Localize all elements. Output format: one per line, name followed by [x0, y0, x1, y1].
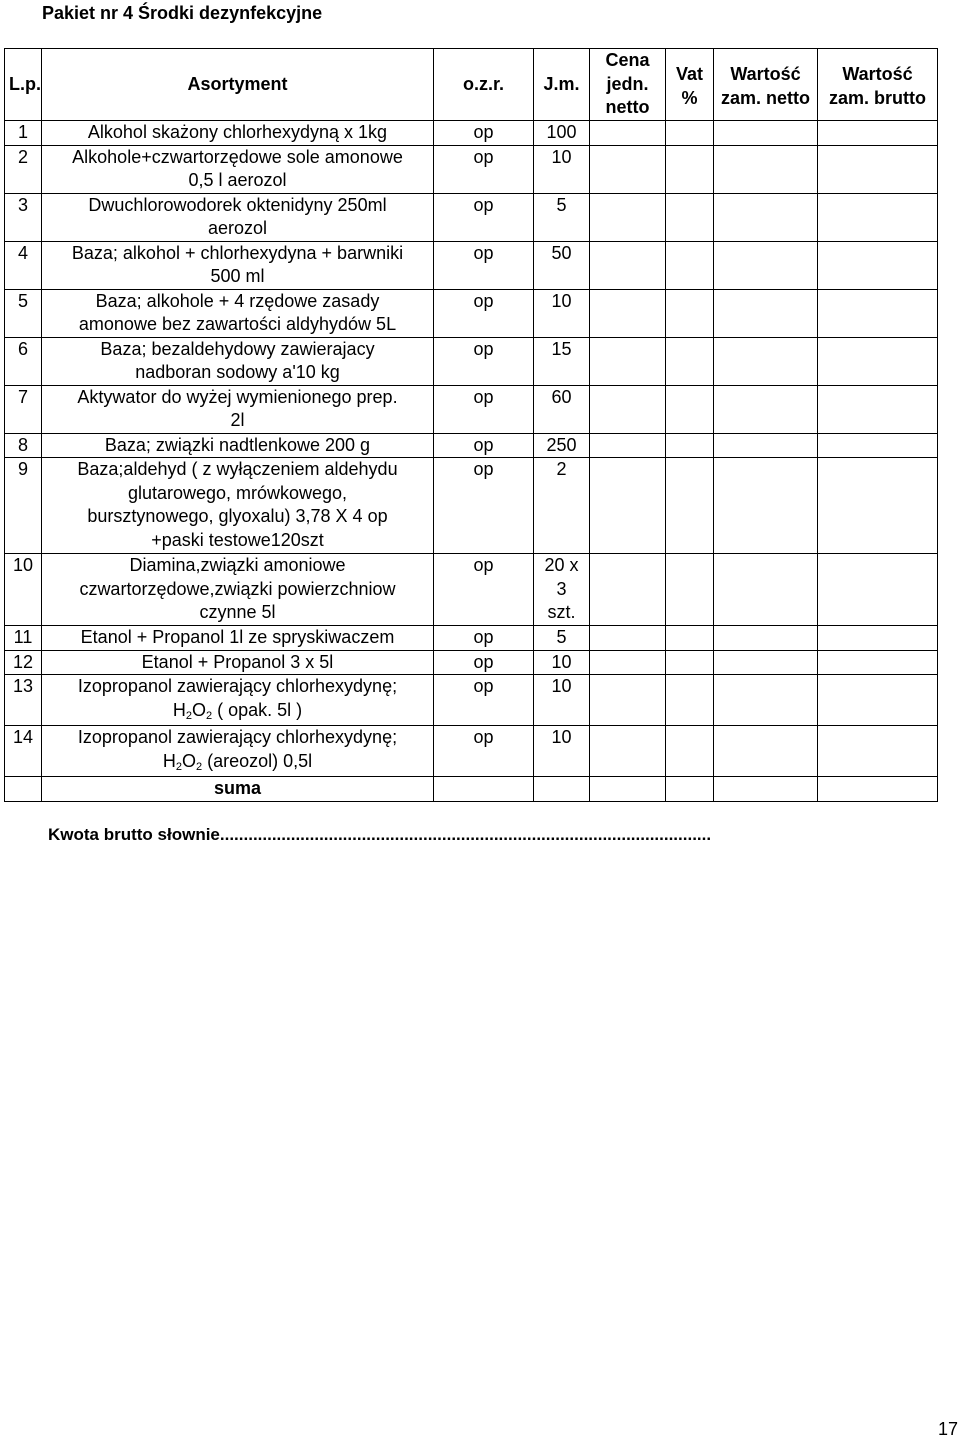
cell-cena [590, 726, 666, 777]
cell-lp: 5 [5, 289, 42, 337]
cell-name: Baza; alkohole + 4 rzędowe zasady amonowe bez zawartości aldyhydów 5L [42, 289, 434, 337]
cell-name: Etanol + Propanol 3 x 5l [42, 650, 434, 675]
header-cena: Cena jedn. netto [590, 49, 666, 121]
header-wartosc-brutto: Wartość zam. brutto [818, 49, 938, 121]
cell-ozr: op [434, 337, 534, 385]
cell-ozr: op [434, 650, 534, 675]
cell-netto [714, 554, 818, 626]
formula-h: H [162, 750, 176, 771]
cell-lp: 11 [5, 626, 42, 651]
cell-vat [666, 626, 714, 651]
cell-ozr: op [434, 145, 534, 193]
cell-lp: 7 [5, 385, 42, 433]
suma-vat-cell [666, 777, 714, 802]
cell-name: Baza; związki nadtlenkowe 200 g [42, 433, 434, 458]
table-header-row [5, 49, 938, 121]
name-line-1: Izopropanol zawierający chlorhexydynę; [77, 727, 398, 747]
cell-ozr: op [434, 289, 534, 337]
table-row [5, 121, 938, 146]
cell-name [42, 726, 434, 777]
cell-ozr: op [434, 626, 534, 651]
cell-name: Baza; bezaldehydowy zawierajacy nadboran sodowy a'10 kg [42, 337, 434, 385]
cell-netto [714, 626, 818, 651]
cell-brutto [818, 385, 938, 433]
suma-ozr-cell [434, 777, 534, 802]
table-row [5, 650, 938, 675]
table-row [5, 726, 938, 777]
name-line-1: Izopropanol zawierający chlorhexydynę; [77, 676, 398, 696]
price-table [4, 48, 938, 802]
table-row [5, 337, 938, 385]
cell-jm: 5 [534, 193, 590, 241]
cell-jm: 250 [534, 433, 590, 458]
cell-cena [590, 433, 666, 458]
table-row [5, 145, 938, 193]
cell-cena [590, 626, 666, 651]
cell-brutto [818, 726, 938, 777]
cell-cena [590, 145, 666, 193]
cell-vat [666, 458, 714, 554]
cell-name: Dwuchlorowodorek oktenidyny 250ml aerozol [42, 193, 434, 241]
table-row [5, 193, 938, 241]
cell-name: Alkohole+czwartorzędowe sole amonowe 0,5 l aerozol [42, 145, 434, 193]
cell-netto [714, 385, 818, 433]
cell-brutto [818, 121, 938, 146]
cell-netto [714, 193, 818, 241]
cell-cena [590, 241, 666, 289]
cell-ozr: op [434, 241, 534, 289]
table-row [5, 554, 938, 626]
cell-vat [666, 675, 714, 726]
formula-o: O [191, 699, 206, 720]
name-line-2-rest: ( opak. 5l ) [212, 699, 303, 720]
formula-o: O [181, 750, 196, 771]
cell-netto [714, 433, 818, 458]
header-wartosc-netto: Wartość zam. netto [714, 49, 818, 121]
table-row [5, 433, 938, 458]
cell-jm: 10 [534, 650, 590, 675]
cell-lp: 13 [5, 675, 42, 726]
cell-brutto [818, 145, 938, 193]
cell-lp: 8 [5, 433, 42, 458]
table-row [5, 289, 938, 337]
cell-lp: 14 [5, 726, 42, 777]
cell-cena [590, 121, 666, 146]
table-row [5, 458, 938, 554]
cell-jm: 10 [534, 145, 590, 193]
cell-ozr: op [434, 385, 534, 433]
table-row [5, 385, 938, 433]
header-lp: L.p. [5, 49, 42, 121]
cell-netto [714, 458, 818, 554]
header-jm: J.m. [534, 49, 590, 121]
suma-cena-cell [590, 777, 666, 802]
table-row [5, 675, 938, 726]
cell-netto [714, 726, 818, 777]
formula-sub-1: 2 [185, 709, 192, 722]
cell-jm: 10 [534, 726, 590, 777]
cell-ozr: op [434, 193, 534, 241]
cell-brutto [818, 675, 938, 726]
cell-cena [590, 289, 666, 337]
formula-sub-2: 2 [205, 709, 213, 722]
cell-name: Alkohol skażony chlorhexydyną x 1kg [42, 121, 434, 146]
cell-lp: 3 [5, 193, 42, 241]
page-number: 17 [938, 1419, 959, 1439]
cell-vat [666, 145, 714, 193]
cell-cena [590, 458, 666, 554]
cell-ozr: op [434, 433, 534, 458]
cell-jm: 100 [534, 121, 590, 146]
cell-ozr: op [434, 554, 534, 626]
cell-netto [714, 241, 818, 289]
name-line-2-rest: (areozol) 0,5l [202, 750, 313, 771]
cell-brutto [818, 650, 938, 675]
cell-name: Baza;aldehyd ( z wyłączeniem aldehydu glutarowego, mrówkowego, bursztynowego, glyoxalu) 3,78 X 4 op +paski testowe120szt [42, 458, 434, 554]
cell-name: Aktywator do wyżej wymienionego prep. 2l [42, 385, 434, 433]
cell-lp: 10 [5, 554, 42, 626]
cell-brutto [818, 554, 938, 626]
cell-cena [590, 193, 666, 241]
suma-netto-cell [714, 777, 818, 802]
cell-jm: 20 x 3 szt. [534, 554, 590, 626]
cell-netto [714, 337, 818, 385]
cell-ozr: op [434, 675, 534, 726]
cell-ozr: op [434, 121, 534, 146]
cell-netto [714, 121, 818, 146]
cell-cena [590, 337, 666, 385]
cell-cena [590, 650, 666, 675]
cell-vat [666, 289, 714, 337]
cell-lp: 6 [5, 337, 42, 385]
cell-lp: 4 [5, 241, 42, 289]
cell-cena [590, 675, 666, 726]
cell-brutto [818, 289, 938, 337]
cell-vat [666, 726, 714, 777]
cell-name: Etanol + Propanol 1l ze spryskiwaczem [42, 626, 434, 651]
cell-netto [714, 675, 818, 726]
cell-vat [666, 554, 714, 626]
header-asortyment: Asortyment [42, 49, 434, 121]
kwota-brutto-slownie: Kwota brutto słownie........................................................................................................ [48, 825, 712, 844]
suma-jm-cell [534, 777, 590, 802]
cell-lp: 1 [5, 121, 42, 146]
cell-name: Diamina,związki amoniowe czwartorzędowe,związki powierzchniow czynne 5l [42, 554, 434, 626]
table-row [5, 241, 938, 289]
cell-netto [714, 650, 818, 675]
formula-h: H [172, 699, 186, 720]
cell-lp: 9 [5, 458, 42, 554]
cell-jm: 10 [534, 675, 590, 726]
cell-jm: 50 [534, 241, 590, 289]
cell-brutto [818, 193, 938, 241]
cell-lp: 12 [5, 650, 42, 675]
cell-jm: 2 [534, 458, 590, 554]
cell-vat [666, 193, 714, 241]
cell-jm: 60 [534, 385, 590, 433]
cell-vat [666, 433, 714, 458]
cell-vat [666, 241, 714, 289]
cell-vat [666, 385, 714, 433]
cell-ozr: op [434, 458, 534, 554]
cell-jm: 15 [534, 337, 590, 385]
cell-brutto [818, 458, 938, 554]
header-ozr: o.z.r. [434, 49, 534, 121]
page-title: Pakiet nr 4 Środki dezynfekcyjne [42, 3, 323, 23]
cell-name [42, 675, 434, 726]
cell-ozr: op [434, 726, 534, 777]
cell-vat [666, 337, 714, 385]
cell-cena [590, 554, 666, 626]
cell-brutto [818, 433, 938, 458]
header-vat: Vat % [666, 49, 714, 121]
cell-jm: 10 [534, 289, 590, 337]
suma-row [5, 777, 938, 802]
cell-brutto [818, 241, 938, 289]
cell-brutto [818, 337, 938, 385]
cell-name: Baza; alkohol + chlorhexydyna + barwniki 500 ml [42, 241, 434, 289]
cell-vat [666, 650, 714, 675]
cell-jm: 5 [534, 626, 590, 651]
cell-netto [714, 289, 818, 337]
suma-label: suma [42, 777, 434, 802]
cell-cena [590, 385, 666, 433]
suma-brutto-cell [818, 777, 938, 802]
cell-vat [666, 121, 714, 146]
formula-sub-2: 2 [195, 760, 203, 773]
cell-lp: 2 [5, 145, 42, 193]
table-row [5, 626, 938, 651]
cell-netto [714, 145, 818, 193]
suma-lp-cell [5, 777, 42, 802]
formula-sub-1: 2 [175, 760, 182, 773]
cell-brutto [818, 626, 938, 651]
